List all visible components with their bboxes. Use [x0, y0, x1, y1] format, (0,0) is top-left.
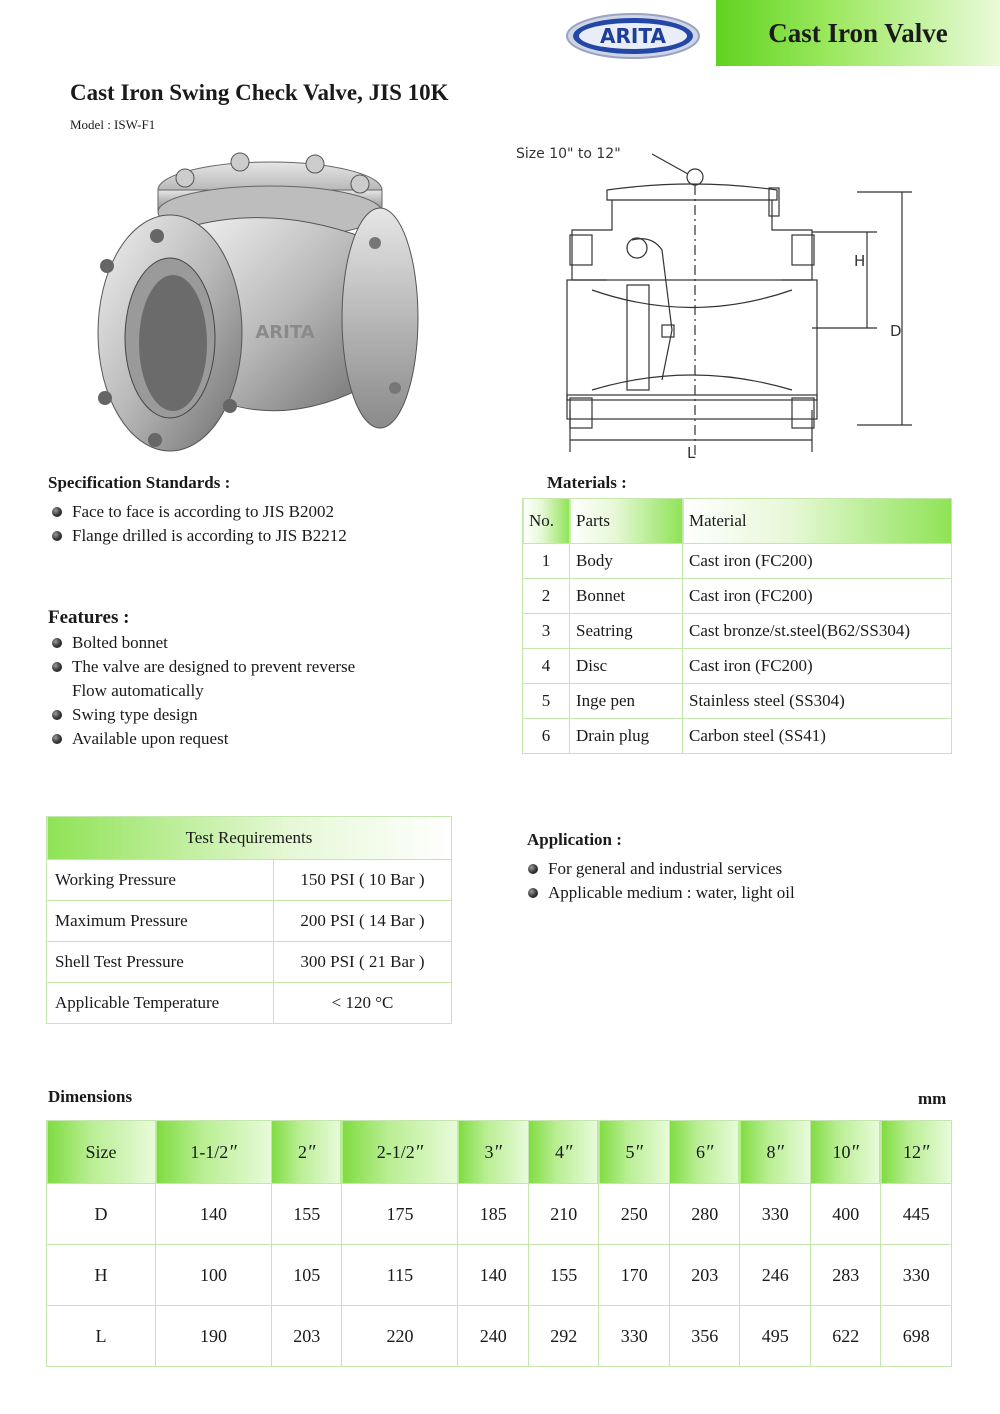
banner-title: Cast Iron Valve: [768, 17, 948, 48]
size-column-header: 6″: [669, 1121, 740, 1184]
category-banner: [716, 0, 1000, 66]
test-requirements-table: [46, 816, 452, 1024]
size-column-header: 2-1/2″: [342, 1121, 458, 1184]
size-column-header: 8″: [740, 1121, 811, 1184]
bullet-icon: [52, 638, 62, 648]
table-header-row: [47, 817, 452, 860]
table-row: 1 Body Cast iron (FC200): [523, 544, 952, 579]
column-header: No.: [523, 499, 570, 544]
size-column-header: 10″: [810, 1121, 881, 1184]
features-list: [48, 631, 355, 751]
table-row: 3 Seatring Cast bronze/st.steel(B62/SS304): [523, 614, 952, 649]
photo-embossed-text: ARITA: [255, 322, 315, 343]
valve-photo: [95, 148, 425, 460]
features-title: Features :: [48, 607, 130, 628]
bullet-icon: [528, 864, 538, 874]
size-column-header: 3″: [458, 1121, 529, 1184]
table-row: 4 Disc Cast iron (FC200): [523, 649, 952, 684]
table-row: 6 Drain plug Carbon steel (SS41): [523, 719, 952, 754]
size-column-header: 2″: [271, 1121, 342, 1184]
model-number: Model : ISW-F1: [70, 117, 156, 132]
table-row: 5 Inge pen Stainless steel (SS304): [523, 684, 952, 719]
size-header: Size: [47, 1121, 156, 1184]
list-item: Flange drilled is according to JIS B2212: [48, 524, 347, 548]
list-item: For general and industrial services: [524, 857, 795, 881]
bullet-icon: [52, 662, 62, 672]
table-row: Applicable Temperature < 120 °C: [47, 983, 452, 1024]
list-item: Face to face is according to JIS B2002: [48, 500, 347, 524]
size-note: Size 10" to 12": [516, 146, 621, 162]
bullet-icon: [528, 888, 538, 898]
table-row: Maximum Pressure 200 PSI ( 14 Bar ): [47, 901, 452, 942]
size-column-header: 4″: [528, 1121, 599, 1184]
bullet-icon: [52, 734, 62, 744]
table-header-row: [523, 499, 952, 544]
product-title: Cast Iron Swing Check Valve, JIS 10K: [70, 80, 449, 105]
column-header: Material: [683, 499, 952, 544]
application-title: Application :: [527, 830, 622, 849]
bullet-icon: [52, 507, 62, 517]
table-row: Shell Test Pressure 300 PSI ( 21 Bar ): [47, 942, 452, 983]
logo-text: ARITA: [600, 24, 666, 48]
dim-d-label: D: [890, 322, 902, 340]
dimensions-title: Dimensions: [48, 1087, 133, 1106]
table-header-row: [47, 1121, 952, 1184]
dim-l-label: L: [687, 444, 696, 462]
list-item: Bolted bonnet: [48, 631, 355, 655]
materials-table: [522, 498, 952, 754]
size-column-header: 1-1/2″: [156, 1121, 272, 1184]
table-row: 2 Bonnet Cast iron (FC200): [523, 579, 952, 614]
list-item: Applicable medium : water, light oil: [524, 881, 795, 905]
materials-title: Materials :: [547, 473, 627, 492]
arita-logo: [563, 10, 703, 62]
bullet-icon: [52, 531, 62, 541]
table-row: Working Pressure 150 PSI ( 10 Bar ): [47, 860, 452, 901]
specification-title: Specification Standards :: [48, 473, 231, 492]
list-item: Swing type design: [48, 703, 355, 727]
dimensions-unit: mm: [918, 1089, 947, 1108]
table-row: D 140 155 175 185 210 250 280 330 400 445: [47, 1184, 952, 1245]
size-column-header: 5″: [599, 1121, 670, 1184]
list-item: The valve are designed to prevent reverse: [48, 655, 355, 679]
technical-drawing: [512, 140, 922, 465]
list-item-continuation: Flow automatically: [72, 681, 204, 700]
list-item: Available upon request: [48, 727, 355, 751]
dim-h-label: H: [854, 252, 866, 270]
specification-list: [48, 500, 347, 548]
column-header: Parts: [570, 499, 683, 544]
table-row: L 190 203 220 240 292 330 356 495 622 698: [47, 1306, 952, 1367]
table-row: H 100 105 115 140 155 170 203 246 283 330: [47, 1245, 952, 1306]
size-column-header: 12″: [881, 1121, 952, 1184]
test-requirements-title: Test Requirements: [47, 817, 452, 860]
application-list: [524, 857, 795, 905]
bullet-icon: [52, 710, 62, 720]
dimensions-table: [46, 1120, 952, 1367]
